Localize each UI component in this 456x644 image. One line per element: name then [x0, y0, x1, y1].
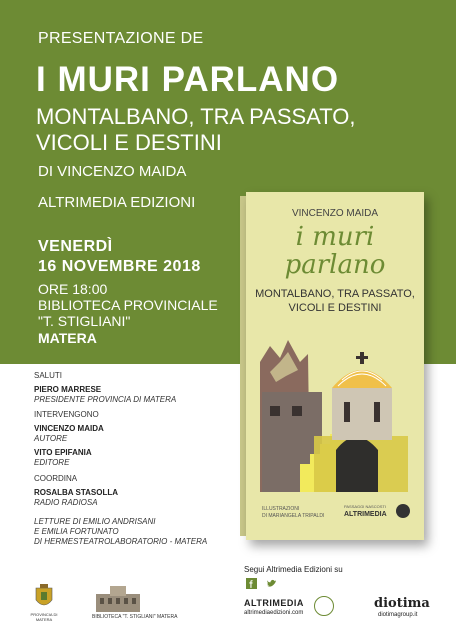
book-series: PASSAGGI NASCOSTI: [344, 504, 386, 509]
book-subtitle-line2: VICOLI E DESTINI: [288, 302, 382, 314]
letture-line3: DI HERMESTEATROLABORATORIO - MATERA: [34, 537, 208, 546]
event-day: VENERDÌ: [38, 238, 113, 255]
event-date: 16 NOVEMBRE 2018: [38, 258, 201, 275]
speaker2-role: EDITORE: [34, 458, 70, 467]
saluti-role: PRESIDENTE PROVINCIA DI MATERA: [34, 395, 177, 404]
saluti-name: PIERO MARRESE: [34, 385, 102, 394]
event-city: MATERA: [38, 330, 97, 346]
event-title: I MURI PARLANO: [36, 60, 340, 99]
book-title-line2: parlano: [284, 250, 386, 280]
event-subtitle-line2: VICOLI E DESTINI: [36, 130, 222, 155]
provincia-crest-icon: [34, 584, 54, 610]
follow-label: Segui Altrimedia Edizioni su: [244, 565, 343, 574]
altrimedia-logo-text: ALTRIMEDIA: [244, 598, 304, 608]
altrimedia-url[interactable]: altrimediaedizioni.com: [244, 610, 304, 616]
intervengono-label: INTERVENGONO: [34, 410, 99, 419]
facebook-icon[interactable]: [246, 578, 257, 589]
diotima-url[interactable]: diotimagroup.it: [378, 612, 418, 618]
book-illustration: [256, 332, 414, 492]
venue-line2: "T. STIGLIANI": [38, 313, 131, 329]
author-line: DI VINCENZO MAIDA: [38, 163, 187, 180]
letture-line1: LETTURE DI EMILIO ANDRISANI: [34, 517, 156, 526]
coordinator-role: RADIO RADIOSA: [34, 498, 98, 507]
book-cover-image: [246, 192, 424, 540]
speaker1-name: VINCENZO MAIDA: [34, 424, 104, 433]
publisher-logo-icon: [396, 504, 410, 518]
book-title-line1: i muri: [295, 222, 375, 252]
biblioteca-label: BIBLIOTECA "T. STIGLIANI" MATERA: [92, 614, 178, 620]
letture-line2: E EMILIA FORTUNATO: [34, 527, 119, 536]
saluti-label: SALUTI: [34, 371, 63, 380]
speaker2-name: VITO EPIFANIA: [34, 448, 92, 457]
presentation-label: PRESENTAZIONE DE: [38, 30, 204, 47]
book-publisher: ALTRIMEDIA: [344, 511, 387, 518]
provincia-label: PROVINCIA DI MATERA: [30, 612, 58, 622]
coordinator-name: ROSALBA STASOLLA: [34, 488, 118, 497]
book-illustrator: DI MARIANGELA TRIPALDI: [262, 513, 325, 519]
coordina-label: COORDINA: [34, 474, 78, 483]
book-subtitle-line1: MONTALBANO, TRA PASSATO,: [255, 288, 415, 300]
event-time: ORE 18:00: [38, 281, 108, 297]
biblioteca-building-icon: [96, 586, 140, 612]
twitter-icon[interactable]: [266, 578, 277, 589]
event-subtitle-line1: MONTALBANO, TRA PASSATO,: [36, 104, 356, 129]
publisher-line: ALTRIMEDIA EDIZIONI: [38, 194, 196, 211]
book-illustrations-label: ILLUSTRAZIONI: [262, 506, 300, 512]
speaker1-role: AUTORE: [34, 434, 68, 443]
diotima-logo-text: diotima: [374, 596, 430, 611]
book-author: VINCENZO MAIDA: [291, 208, 379, 219]
venue-line1: BIBLIOTECA PROVINCIALE: [38, 297, 218, 313]
book-cover: [246, 192, 424, 540]
altrimedia-leaf-icon: [314, 596, 334, 616]
